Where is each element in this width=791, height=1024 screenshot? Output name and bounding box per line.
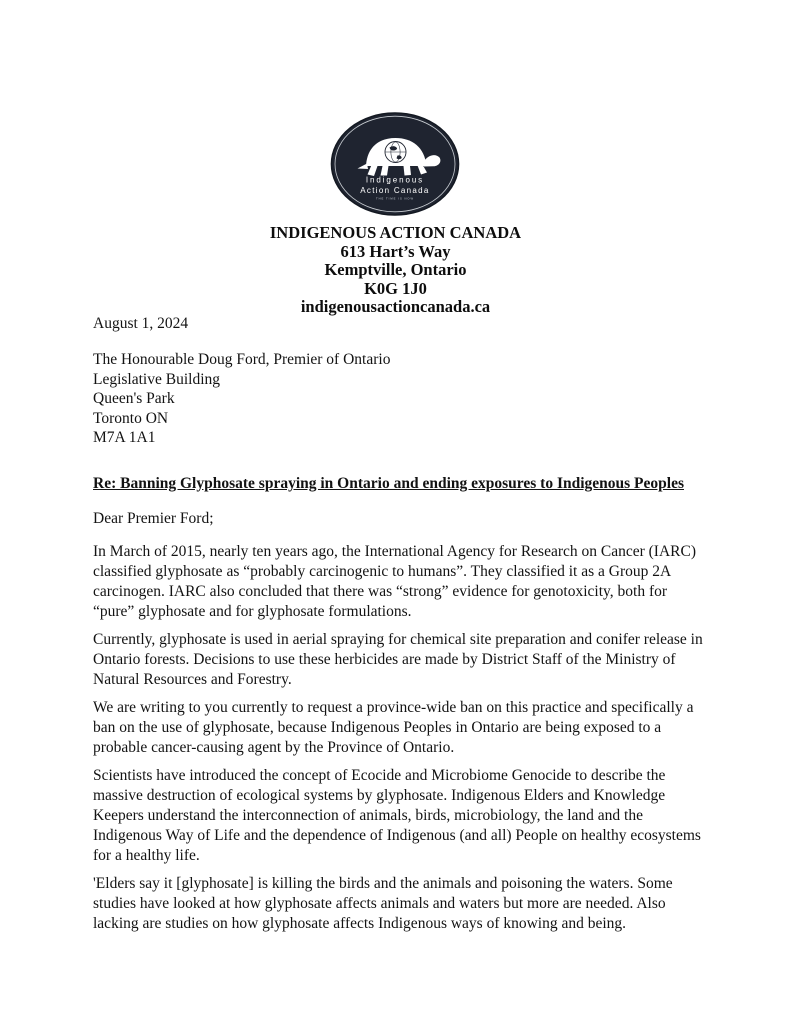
subject-line: Re: Banning Glyphosate spraying in Ontario and ending exposures to Indigenous Peoples — [93, 474, 684, 492]
recipient-line: Legislative Building — [93, 370, 220, 388]
letterhead-city: Kemptville, Ontario — [324, 260, 467, 279]
letterhead-postal-code: K0G 1J0 — [364, 278, 427, 298]
recipient-line: Toronto ON — [93, 409, 169, 427]
logo-wordmark-line1: Indigenous — [365, 175, 425, 185]
recipient-address — [93, 350, 705, 448]
recipient-line: The Honourable Doug Ford, Premier of Ontario — [93, 351, 391, 368]
letter-body — [93, 314, 705, 934]
globe-icon — [385, 142, 406, 163]
salutation: Dear Premier Ford; — [93, 509, 214, 527]
recipient-line: Queen's Park — [93, 390, 175, 407]
turtle-globe-logo-graphic — [330, 112, 460, 216]
letterhead-street: 613 Hart’s Way — [340, 241, 451, 261]
letter-paragraphs — [93, 542, 705, 934]
letter-date: August 1, 2024 — [93, 315, 189, 332]
paragraph: Currently, glyphosate is used in aerial spraying for chemical site preparation and conifer release in Ontario forests. Decisions to use these herbicides are made by District Staff of the Ministry of Natural Resources and Forestry. — [93, 630, 703, 688]
letterhead-org-name: INDIGENOUS ACTION CANADA — [269, 223, 522, 242]
paragraph: Scientists have introduced the concept of Ecocide and Microbiome Genocide to describe the massive destruction of ecological systems by glyphosate. Indigenous Elders and Knowledge Keepers understand the interconnection of animals, birds, microbiology, the land and the Indigenous Way of Life and the dependence of Indigenous (and all) People on healthy ecosystems for a healthy life. — [93, 766, 701, 864]
recipient-line: M7A 1A1 — [93, 429, 156, 446]
letterhead-website: indigenousactioncanada.ca — [300, 297, 491, 316]
logo-tagline: THE TIME IS NOW — [375, 197, 415, 201]
org-logo — [330, 112, 460, 216]
logo-wordmark-line2: Action Canada — [360, 186, 430, 195]
letterhead — [0, 224, 791, 317]
paragraph: In March of 2015, nearly ten years ago, the International Agency for Research on Cancer (IARC) classified glyphosate as “probably carcinogenic to humans”. They classified it as a Group 2A carcinogen. IARC also concluded that there was “strong” evidence for genotoxicity, both for “pure” glyphosate and for glyphosate formulations. — [93, 542, 696, 620]
paragraph: We are writing to you currently to request a province-wide ban on this practice and specifically a ban on the use of glyphosate, because Indigenous Peoples in Ontario are being exposed to a probable cancer-causing agent by the Province of Ontario. — [93, 698, 694, 756]
paragraph: 'Elders say it [glyphosate] is killing the birds and the animals and poisoning the waters. Some studies have looked at how glyphosate affects animals and waters but more are needed. Also lacking are studies on how glyphosate affects Indigenous ways of knowing and being. — [93, 874, 673, 932]
